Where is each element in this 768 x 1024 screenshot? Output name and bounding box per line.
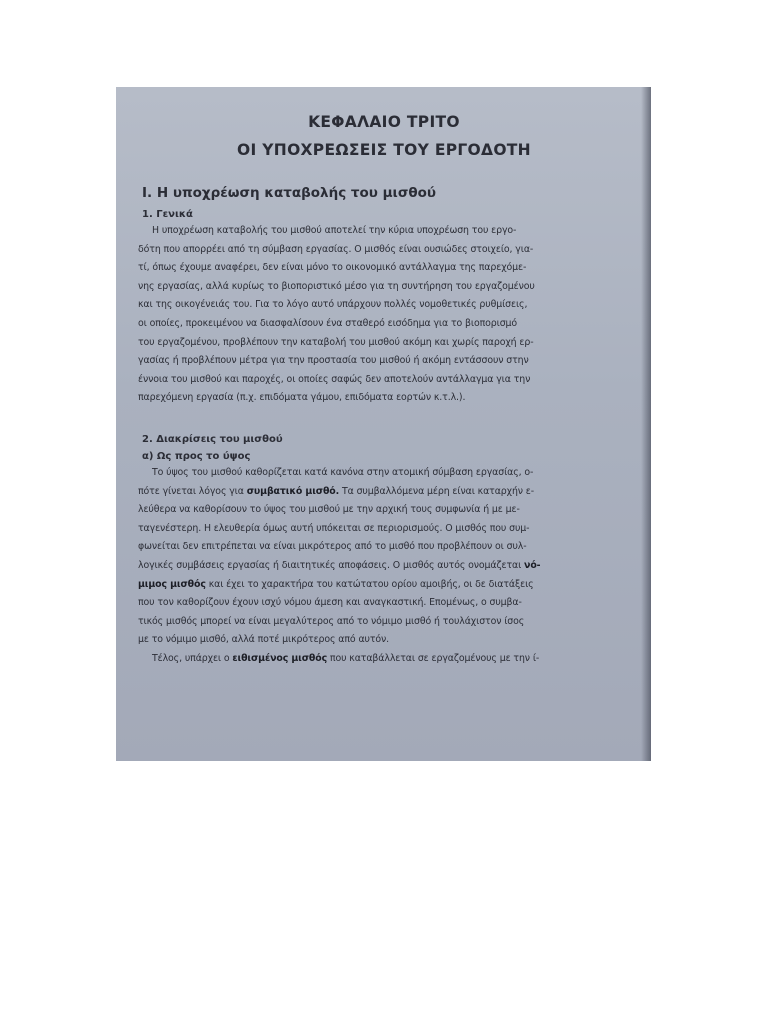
paragraph-line: φωνείται δεν επιτρέπεται να είναι μικρότερος από το μισθό που προβλέπουν οι συλ-	[138, 541, 527, 553]
subsubsection-heading-amount: α) Ως προς το ύψος	[142, 450, 251, 462]
section-heading: Ι. Η υποχρέωση καταβολής του μισθού	[142, 185, 436, 201]
paragraph-line: Η υποχρέωση καταβολής του μισθού αποτελεί την κύρια υποχρέωση του εργο-	[152, 225, 517, 236]
paragraph-line: τικός μισθός μπορεί να είναι μεγαλύτερος από το νόμιμο μισθό ή τουλάχιστον ίσος	[138, 615, 525, 627]
chapter-title: ΟΙ ΥΠΟΧΡΕΩΣΕΙΣ ΤΟΥ ΕΡΓΟΔΟΤΗ	[237, 141, 531, 159]
paragraph-line: Τέλος, υπάρχει ο ειθισμένος μισθός που καταβάλλεται σε εργαζομένους με την ί-	[152, 652, 540, 664]
paragraph-line: νης εργασίας, αλλά κυρίως το βιοποριστικό μέσο για τη συντήρηση του εργαζομένου	[138, 280, 535, 292]
paragraph-amount	[138, 464, 630, 669]
paragraph-line: του εργαζομένου, προβλέπουν την καταβολή του μισθού ακόμη και χωρίς παροχή ερ-	[138, 336, 534, 348]
paragraph-line: με το νόμιμο μισθό, αλλά ποτέ μικρότερος από αυτόν.	[138, 634, 390, 646]
paragraph-line: Το ύψος του μισθού καθορίζεται κατά κανόνα στην ατομική σύμβαση εργασίας, ο-	[152, 466, 534, 478]
term-contractual-salary: συμβατικό μισθό.	[246, 485, 340, 497]
paragraph-general	[138, 222, 630, 408]
paragraph-line: τί, όπως έχουμε αναφέρει, δεν είναι μόνο το οικονομικό αντάλλαγμα της παρεχόμε-	[138, 262, 527, 274]
paragraph-line: οι οποίες, προκειμένου να διασφαλίσουν ένα σταθερό εισόδημα για το βιοπορισμό	[138, 317, 518, 329]
paragraph-line: λογικές συμβάσεις εργασίας ή διαιτητικές αποφάσεις. Ο μισθός αυτός ονομάζεται νό-	[138, 559, 541, 571]
subsection-heading-distinctions: 2. Διακρίσεις του μισθού	[142, 433, 283, 445]
paragraph-line: δότη που απορρέει από τη σύμβαση εργασίας. Ο μισθός είναι ουσιώδες στοιχείο, για-	[138, 243, 534, 255]
subsection-heading-general: 1. Γενικά	[142, 209, 193, 220]
paragraph-line: γασίας ή προβλέπουν μέτρα για την προστασία του μισθού ή ακόμη εντάσσουν στην	[138, 355, 529, 367]
paragraph-line: και της οικογένειάς του. Για το λόγο αυτό υπάρχουν πολλές νομοθετικές ρυθμίσεις,	[138, 299, 528, 311]
paragraph-line: που τον καθορίζουν έχουν ισχύ νόμου άμεση και αναγκαστική. Επομένως, ο συμβα-	[138, 597, 522, 609]
paragraph-line: πότε γίνεται λόγος για συμβατικό μισθό. Τα συμβαλλόμενα μέρη είναι καταρχήν ε-	[138, 485, 535, 497]
paragraph-line: ταγενέστερη. Η ελευθερία όμως αυτή υπόκειται σε περιορισμούς. Ο μισθός που συμ-	[138, 522, 530, 534]
paragraph-line: παρεχόμενη εργασία (π.χ. επιδόματα γάμου, επιδόματα εορτών κ.τ.λ.).	[138, 392, 466, 404]
paragraph-line: έννοια του μισθού και παροχές, οι οποίες σαφώς δεν αποτελούν αντάλλαγμα για την	[138, 373, 531, 385]
page-text	[138, 107, 630, 668]
paragraph-line: μιμος μισθός και έχει το χαρακτήρα του κατώτατου ορίου αμοιβής, οι δε διατάξεις	[138, 578, 534, 590]
chapter-number: ΚΕΦΑΛΑΙΟ ΤΡΙΤΟ	[308, 113, 460, 131]
term-customary-salary: ειθισμένος μισθός	[232, 652, 328, 664]
term-legal-salary-cont: μιμος μισθός	[138, 578, 206, 590]
term-legal-salary: νό-	[524, 559, 541, 571]
document-photo	[116, 87, 651, 761]
paragraph-line: λεύθερα να καθορίσουν το ύψος του μισθού με την αρχική τους συμφωνία ή με με-	[138, 504, 520, 516]
